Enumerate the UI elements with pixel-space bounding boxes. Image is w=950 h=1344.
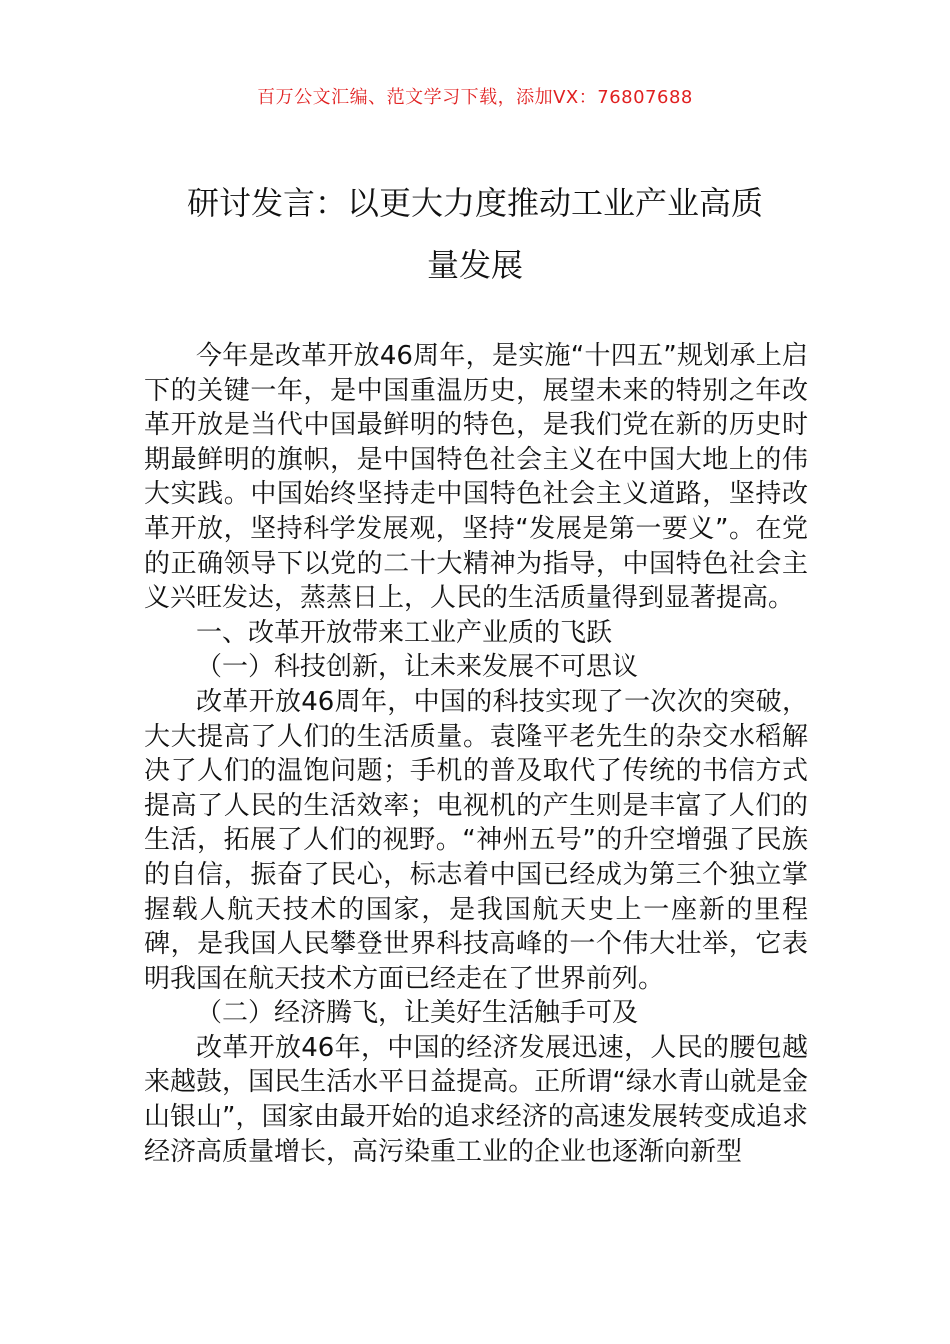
document-title: [140, 172, 810, 296]
paragraph-economy: 改革开放46年，中国的经济发展迅速，人民的腰包越来越鼓，国民生活水平日益提高。正所谓“绿水青山就是金山银山”，国家由最开始的追求经济的高速发展转变成追求经济高质量增长，高污染重工业的企业也逐渐向新型: [144, 1032, 808, 1167]
paragraph-tech: 改革开放46周年，中国的科技实现了一次次的突破，大大提高了人们的生活质量。袁隆平老先生的杂交水稻解决了人们的温饱问题；手机的普及取代了传统的书信方式提高了人民的生活效率；电视机的产生则是丰富了人们的生活，拓展了人们的视野。“神州五号”的升空增强了民族的自信，振奋了民心，标志着中国已经成为第三个独立掌握载人航天技术的国家，是我国航天史上一座新的里程碑，是我国人民攀登世界科技高峰的一个伟大壮举，它表明我国在航天技术方面已经走在了世界前列。: [144, 686, 808, 994]
document-body: [144, 339, 808, 1169]
subsection-heading-2: （二）经济腾飞，让美好生活触手可及: [196, 998, 639, 1029]
paragraph-intro: 今年是改革开放46周年，是实施“十四五”规划承上启下的关键一年，是中国重温历史，展望未来的特别之年改革开放是当代中国最鲜明的特色，是我们党在新的历史时期最鲜明的旗帜，是中国特色社会主义在中国大地上的伟大实践。中国始终坚持走中国特色社会主义道路，坚持改革开放，坚持科学发展观，坚持“发展是第一要义”。在党的正确领导下以党的二十大精神为指导，中国特色社会主义兴旺发达，蒸蒸日上，人民的生活质量得到显著提高。: [144, 341, 808, 614]
title-line-1: 研讨发言：以更大力度推动工业产业高质: [186, 184, 763, 222]
title-line-2: 量发展: [426, 246, 523, 284]
subsection-heading-1: （一）科技创新，让未来发展不可思议: [196, 652, 639, 683]
section-heading-1: 一、改革开放带来工业产业质的飞跃: [196, 617, 613, 648]
watermark-banner: 百万公文汇编、范文学习下载，添加VX：76807688: [257, 87, 693, 108]
